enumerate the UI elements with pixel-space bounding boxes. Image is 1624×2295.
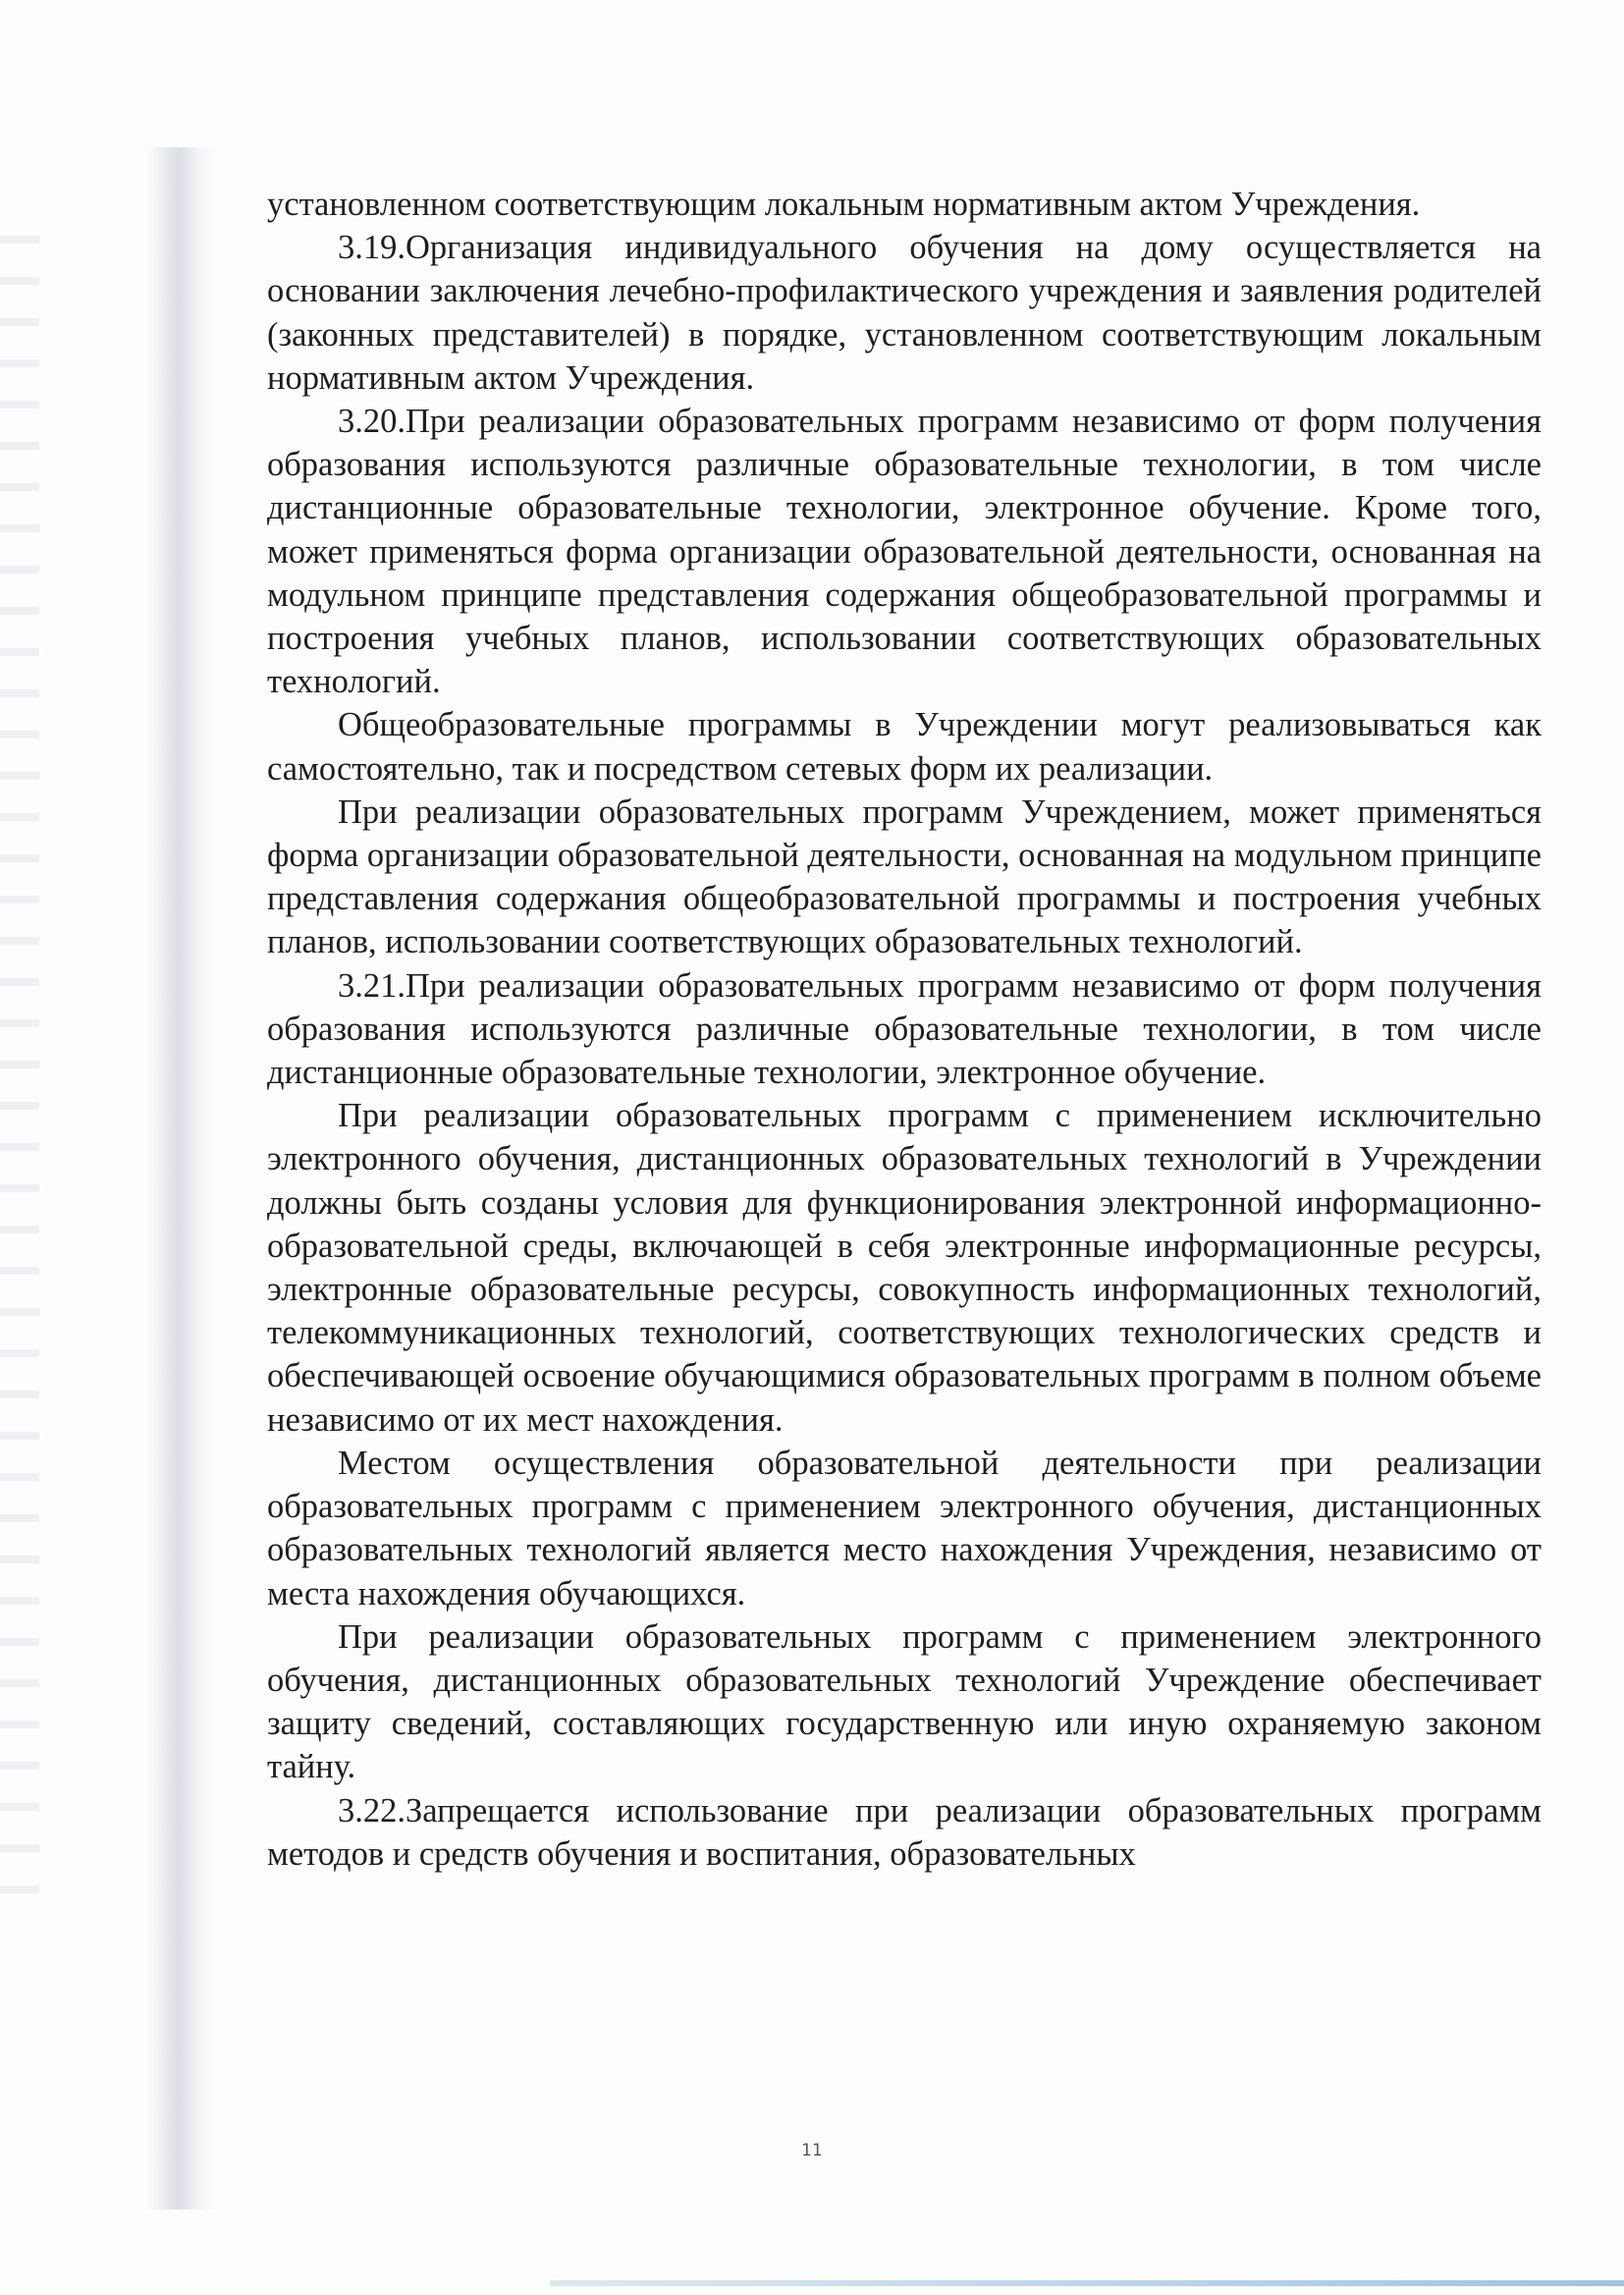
scan-bottom-edge bbox=[550, 2280, 1624, 2286]
paragraph-3-20: 3.20.При реализации образовательных программ независимо от форм получения образования используются различные образовательные технологии, в том числе дистанционные образовательные технологии, электронное обучение. Кроме того, может применяться форма организации образовательной деятельности, основанная на модульном принципе представления содержания общеобразовательной программы и построения учебных планов, использовании соответствующих образовательных технологий. bbox=[267, 403, 1542, 701]
paragraph-network-forms: Общеобразовательные программы в Учреждении могут реализовываться как самостоятельно, так и посредством сетевых форм их реализации. bbox=[267, 706, 1542, 788]
document-body bbox=[267, 183, 1542, 1876]
paragraph-3-22: 3.22.Запрещается использование при реализации образовательных программ методов и средств обучения и воспитания, образовательных bbox=[267, 1791, 1542, 1873]
scan-gutter-shadow bbox=[147, 147, 216, 2210]
paragraph-place-of-activity: Местом осуществления образовательной деятельности при реализации образовательных программ с применением электронного обучения, дистанционных образовательных технологий является место нахождения Учреждения, независимо от места нахождения обучающихся. bbox=[267, 1444, 1542, 1612]
paragraph-continuation: установленном соответствующим локальным нормативным актом Учреждения. bbox=[267, 186, 1421, 223]
paragraph-e-learning-conditions: При реализации образовательных программ с применением исключительно электронного обучения, дистанционных образовательных технологий в Учреждении должны быть созданы условия для функционирования электронной информационно-образовательной среды, включающей в себя электронные информационные ресурсы, электронные образовательные ресурсы, совокупность информационных технологий, телекоммуникационных технологий, соответствующих технологических средств и обеспечивающей освоение обучающимися образовательных программ в полном объеме независимо от их мест нахождения. bbox=[267, 1097, 1542, 1439]
paragraph-data-protection: При реализации образовательных программ с применением электронного обучения, дистанционных образовательных технологий Учреждение обеспечивает защиту сведений, составляющих государственную или иную охраняемую законом тайну. bbox=[267, 1617, 1542, 1786]
page-number: 11 bbox=[801, 2141, 823, 2160]
paragraph-3-21: 3.21.При реализации образовательных программ независимо от форм получения образования используются различные образовательные технологии, в том числе дистанционные образовательные технологии, электронное обучение. bbox=[267, 966, 1542, 1092]
scan-edge-marks bbox=[0, 236, 39, 1905]
paragraph-modular-principle: При реализации образовательных программ Учреждением, может применяться форма организации образовательной деятельности, основанная на модульном принципе представления содержания общеобразовательной программы и построения учебных планов, использовании соответствующих образовательных технологий. bbox=[267, 792, 1542, 961]
paragraph-3-19: 3.19.Организация индивидуального обучения на дому осуществляется на основании заключения лечебно-профилактического учреждения и заявления родителей (законных представителей) в порядке, установленном соответствующим локальным нормативным актом Учреждения. bbox=[267, 229, 1542, 397]
